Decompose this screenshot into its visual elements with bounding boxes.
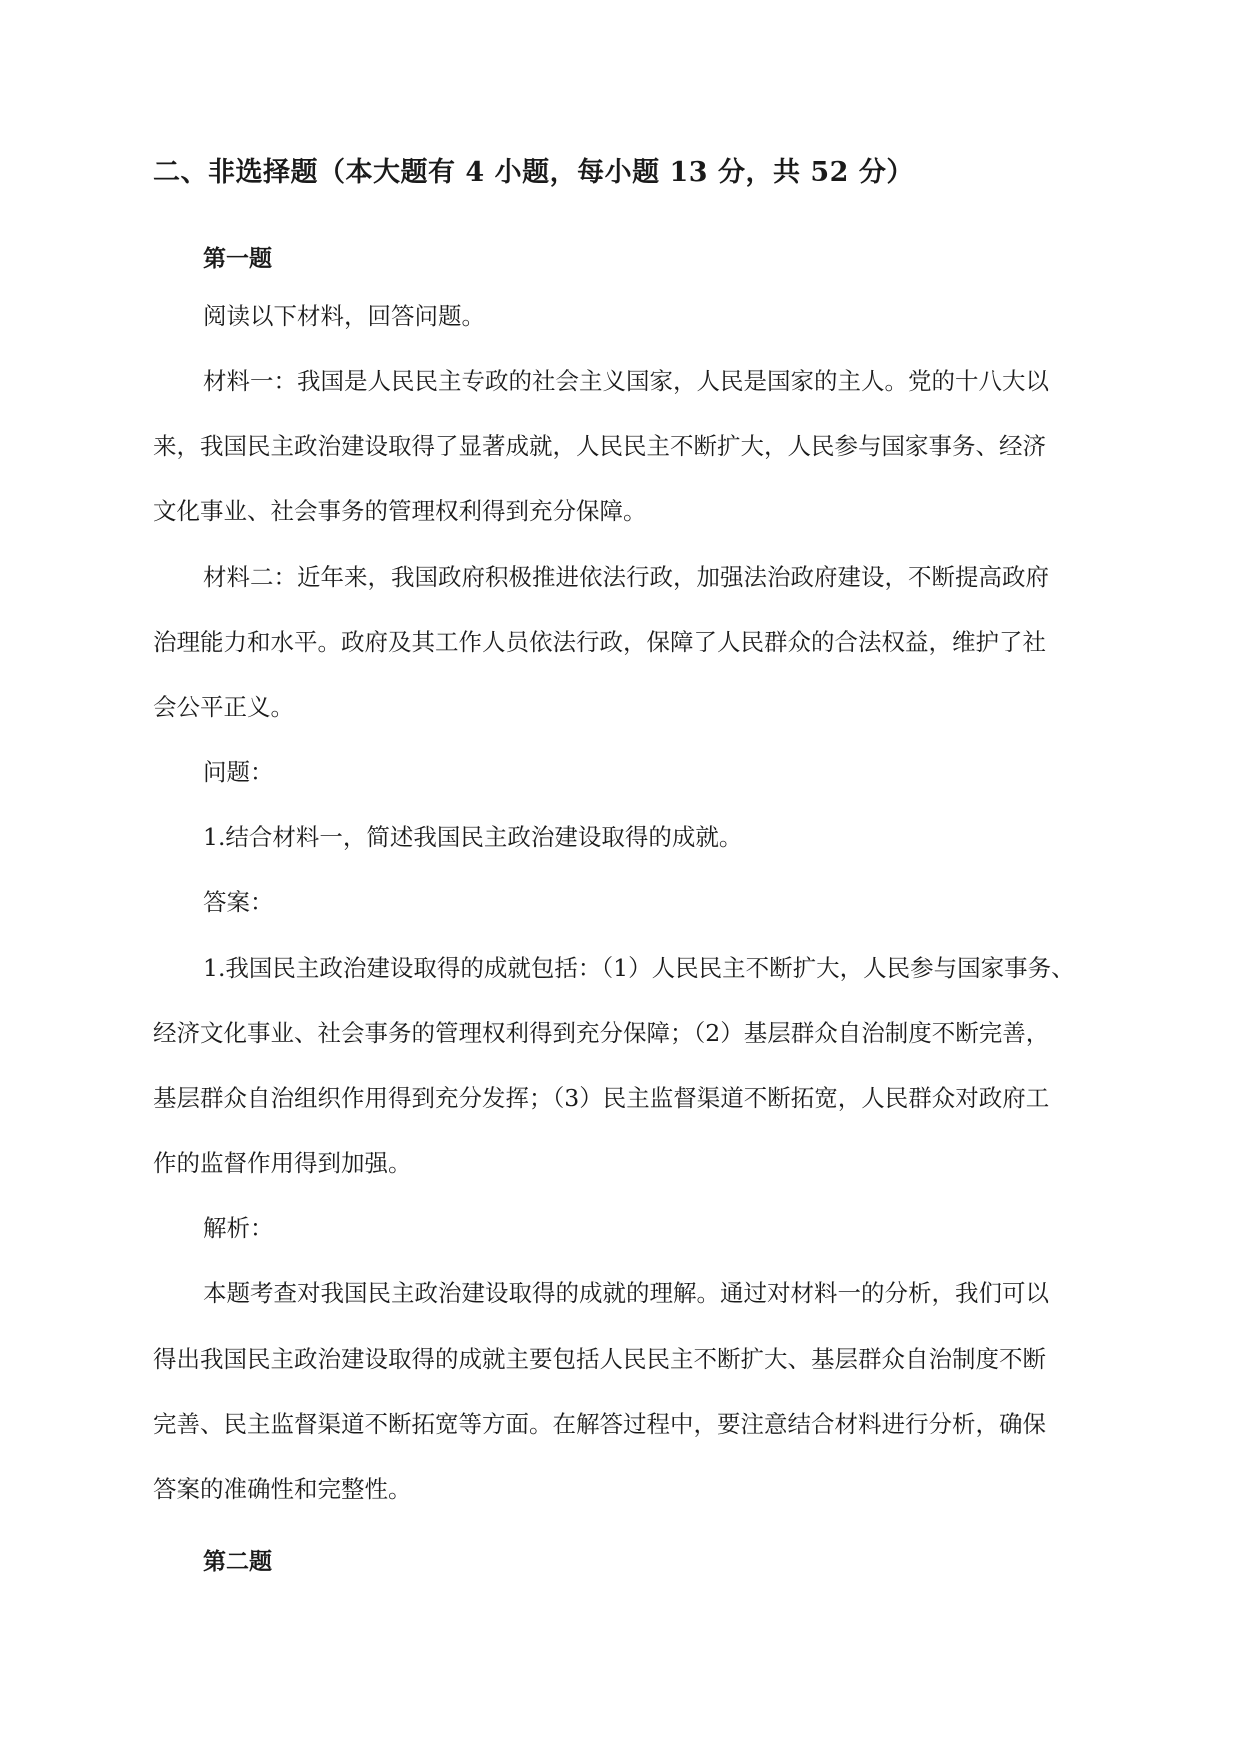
section-title: 二、非选择题（本大题有 4 小题，每小题 13 分，共 52 分） [153, 157, 914, 188]
material-2-line-1: 材料二：近年来，我国政府积极推进依法行政，加强法治政府建设，不断提高政府 [203, 563, 1049, 591]
question-2-heading: 第二题 [203, 1548, 272, 1575]
analysis-line-3: 完善、民主监督渠道不断拓宽等方面。在解答过程中，要注意结合材料进行分析，确保 [153, 1410, 1046, 1438]
analysis-label: 解析： [203, 1214, 274, 1242]
answer-label: 答案： [203, 888, 274, 916]
question-label: 问题： [203, 758, 274, 786]
instruction-text: 阅读以下材料，回答问题。 [203, 302, 485, 330]
answer-line-4: 作的监督作用得到加强。 [153, 1149, 412, 1177]
answer-line-3: 基层群众自治组织作用得到充分发挥；（3）民主监督渠道不断拓宽，人民群众对政府工 [153, 1084, 1050, 1112]
analysis-line-4: 答案的准确性和完整性。 [153, 1475, 412, 1503]
question-text: 1.结合材料一，简述我国民主政治建设取得的成就。 [203, 823, 743, 851]
material-1-line-1: 材料一：我国是人民民主专政的社会主义国家，人民是国家的主人。党的十八大以 [203, 367, 1049, 395]
material-2-line-2: 治理能力和水平。政府及其工作人员依法行政，保障了人民群众的合法权益，维护了社 [153, 628, 1046, 656]
analysis-line-2: 得出我国民主政治建设取得的成就主要包括人民民主不断扩大、基层群众自治制度不断 [153, 1345, 1046, 1373]
material-1-line-3: 文化事业、社会事务的管理权利得到充分保障。 [153, 497, 647, 525]
analysis-line-1: 本题考查对我国民主政治建设取得的成就的理解。通过对材料一的分析，我们可以 [203, 1279, 1049, 1307]
material-2-line-3: 会公平正义。 [153, 693, 294, 721]
answer-line-2: 经济文化事业、社会事务的管理权利得到充分保障；（2）基层群众自治制度不断完善， [153, 1019, 1050, 1047]
answer-line-1: 1.我国民主政治建设取得的成就包括：（1）人民民主不断扩大，人民参与国家事务、 [203, 954, 1075, 982]
material-1-line-2: 来，我国民主政治建设取得了显著成就，人民民主不断扩大，人民参与国家事务、经济 [153, 432, 1046, 460]
question-1-heading: 第一题 [203, 245, 272, 272]
